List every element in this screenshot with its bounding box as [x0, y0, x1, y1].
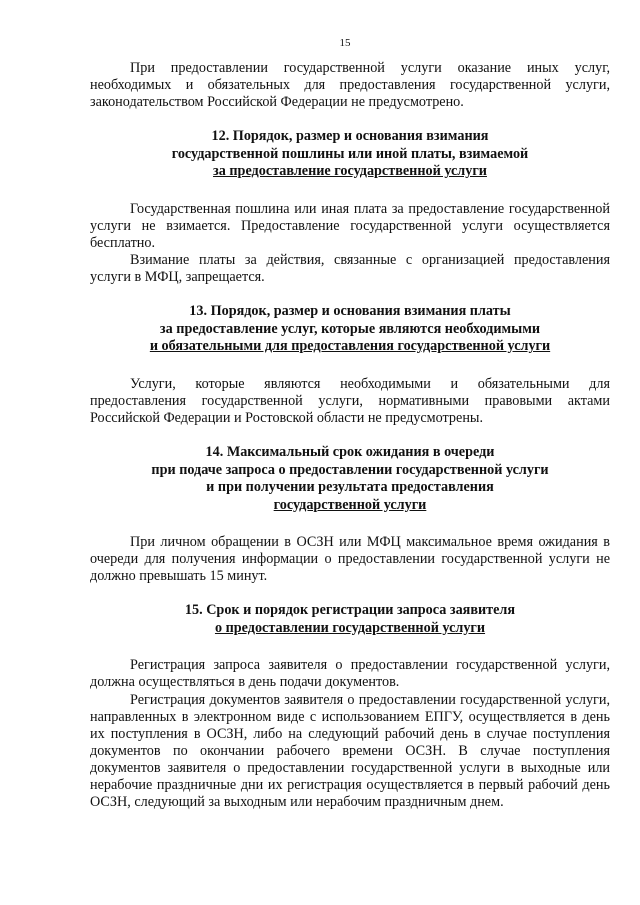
- heading-line: 14. Максимальный срок ожидания в очереди: [205, 444, 495, 461]
- section-13-heading: [90, 303, 610, 356]
- paragraph: При личном обращении в ОСЗН или МФЦ максимальное время ожидания в очереди для получения информации о предоставлении государственной услуги не должно превышать 15 минут.: [90, 534, 610, 585]
- paragraph-intro: При предоставлении государственной услуги оказание иных услуг, необходимых и обязательных для предоставления государственной услуги, законодательством Российской Федерации не предусмотрено.: [90, 60, 610, 111]
- heading-line: за предоставление государственной услуги: [213, 163, 487, 180]
- heading-line: за предоставление услуг, которые являются необходимыми: [159, 320, 541, 337]
- heading-line: государственной пошлины или иной платы, взимаемой: [171, 145, 529, 162]
- section-12-heading: [90, 128, 610, 181]
- heading-line: и обязательными для предоставления государственной услуги: [149, 338, 551, 355]
- page-number: 15: [339, 37, 351, 49]
- heading-line: 12. Порядок, размер и основания взимания: [211, 128, 489, 145]
- heading-line: при подаче запроса о предоставлении государственной услуги: [151, 461, 549, 478]
- paragraph: Услуги, которые являются необходимыми и обязательными для предоставления государственной услуги, нормативными правовыми актами Российской Федерации и Ростовской области не предусмотрены.: [90, 375, 610, 426]
- heading-line: 13. Порядок, размер и основания взимания платы: [189, 303, 511, 320]
- section-14-heading: [90, 444, 610, 514]
- paragraph: Взимание платы за действия, связанные с организацией предоставления услуги в МФЦ, запрещается.: [90, 252, 610, 286]
- paragraph: Регистрация документов заявителя о предоставлении государственной услуги, направленных в электронном виде с использованием ЕПГУ, осуществляется в день их поступления в ОСЗН, либо на следующий рабочий день в случае поступления документов по окончании рабочего времени ОСЗН. В случае поступления документов заявителя о предоставлении государственной услуги в выходные или нерабочие праздничные дни их регистрация осуществляется в первый рабочий день ОСЗН, следующий за выходным или нерабочим праздничным днем.: [90, 691, 610, 811]
- section-15-heading: [90, 602, 610, 637]
- heading-line: о предоставлении государственной услуги: [214, 619, 486, 636]
- heading-line: 15. Срок и порядок регистрации запроса заявителя: [184, 602, 516, 619]
- paragraph: Регистрация запроса заявителя о предоставлении государственной услуги, должна осуществляться в день подачи документов.: [90, 657, 610, 691]
- paragraph: Государственная пошлина или иная плата за предоставление государственной услуги не взимается. Предоставление государственной услуги осуществляется бесплатно.: [90, 200, 610, 251]
- heading-line: государственной услуги: [273, 496, 427, 513]
- document-page: [90, 36, 610, 811]
- heading-line: и при получении результата предоставления: [206, 479, 494, 496]
